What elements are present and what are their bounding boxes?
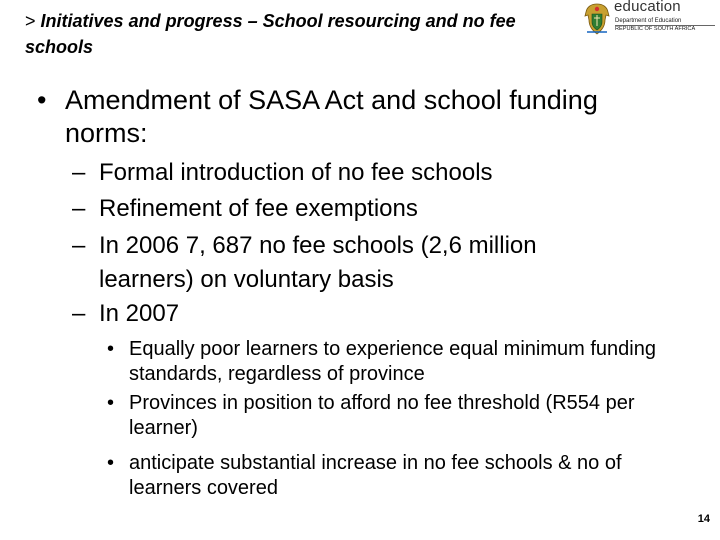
- department-logo: [582, 0, 716, 40]
- dash-icon: –: [72, 159, 86, 186]
- dash-icon: –: [72, 300, 86, 327]
- logo-republic: REPUBLIC OF SOUTH AFRICA: [615, 26, 696, 32]
- title-arrow: >: [25, 11, 36, 31]
- bullet-icon: •: [37, 85, 47, 115]
- sub-point-text: In 2006 7, 687 no fee schools (2,6 million learners) on voluntary basis: [99, 232, 537, 293]
- sub-point-text: In 2007: [99, 300, 180, 327]
- logo-department: Department of Education: [615, 18, 682, 24]
- sub-sub-point-text: anticipate substantial increase in no fee schools & no of learners covered: [129, 452, 622, 499]
- bullet-icon: •: [107, 392, 115, 414]
- dash-icon: –: [72, 195, 86, 222]
- coat-of-arms-icon: [582, 2, 612, 36]
- sub-point-text: Refinement of fee exemptions: [99, 195, 418, 222]
- dash-icon: –: [72, 232, 86, 259]
- slide-title: [25, 8, 585, 60]
- main-bullet-text: Amendment of SASA Act and school funding norms:: [65, 85, 598, 148]
- page-number: 14: [697, 513, 710, 525]
- title-text: Initiatives and progress – School resourcing and no fee schools: [25, 11, 516, 57]
- bullet-icon: •: [107, 338, 115, 360]
- logo-wordmark: education: [614, 0, 681, 15]
- sub-point-text: Formal introduction of no fee schools: [99, 159, 493, 186]
- sub-sub-point-text: Equally poor learners to experience equal minimum funding standards, regardless of province: [129, 338, 656, 385]
- sub-sub-point-text: Provinces in position to afford no fee threshold (R554 per learner): [129, 392, 635, 439]
- bullet-icon: •: [107, 452, 115, 474]
